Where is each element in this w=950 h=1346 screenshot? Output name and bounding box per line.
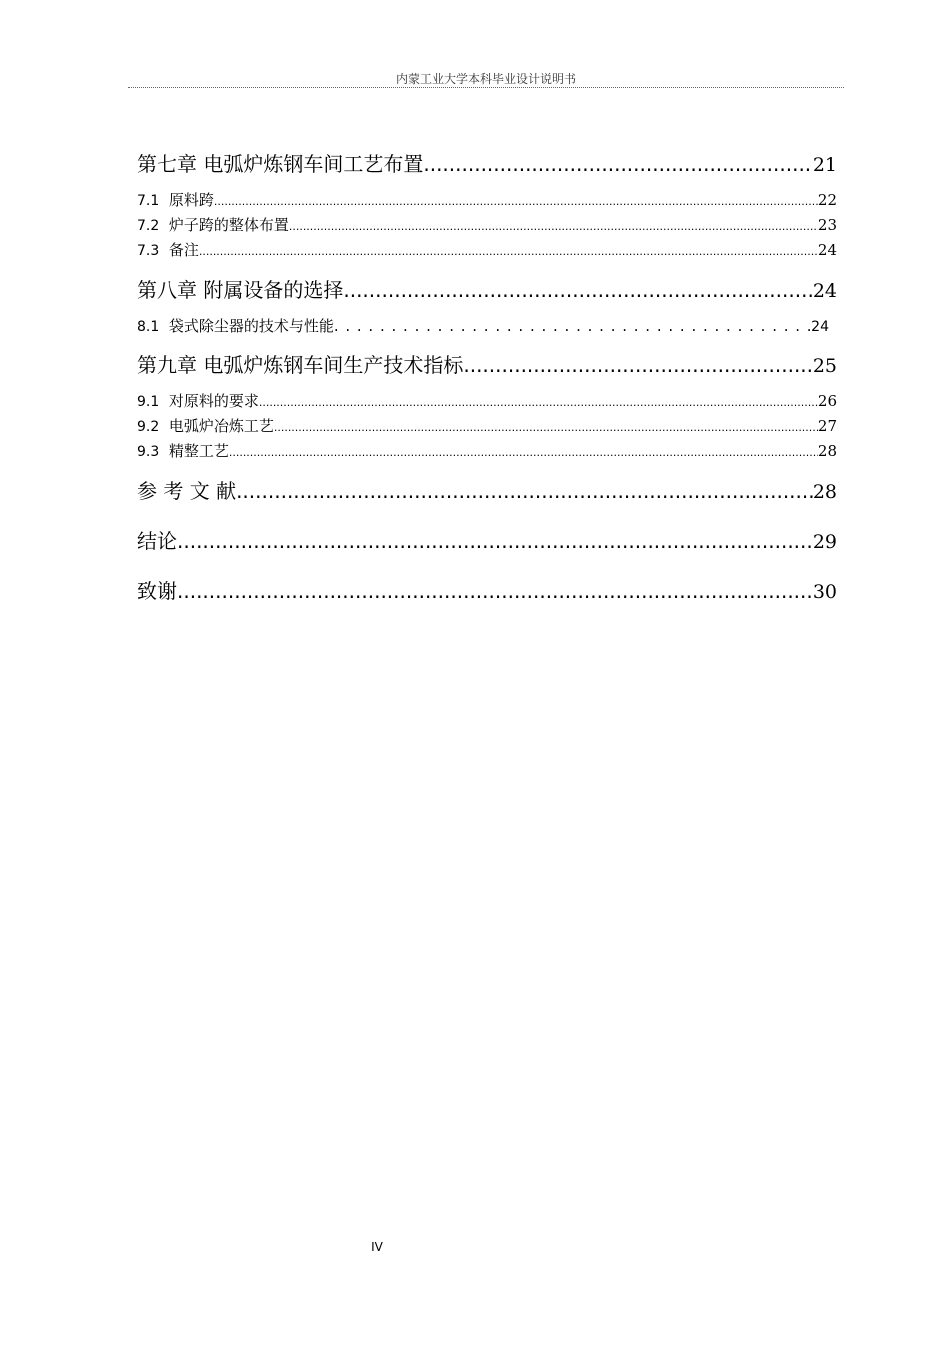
section-title: 电弧炉冶炼工艺 xyxy=(168,417,274,435)
leader-dots xyxy=(289,220,818,233)
section-title: 原料跨 xyxy=(168,191,214,209)
toc-entry-chapter-7[interactable] xyxy=(137,148,837,176)
running-header: 内蒙工业大学本科毕业设计说明书 xyxy=(395,72,576,86)
header-divider xyxy=(128,87,844,88)
toc-entry-label: 第九章 电弧炉炼钢车间生产技术指标 xyxy=(137,353,464,377)
toc-page-number: 21 xyxy=(812,154,837,176)
toc-page-number: 28 xyxy=(812,481,837,503)
leader-dots xyxy=(463,353,812,377)
section-title: 炉子跨的整体布置 xyxy=(168,216,289,234)
section-title: 精整工艺 xyxy=(168,442,229,460)
section-title: 对原料的要求 xyxy=(168,392,259,410)
toc-page-number: 30 xyxy=(812,581,837,603)
leader-dots xyxy=(423,152,812,176)
toc-entry-label: 第七章 电弧炉炼钢车间工艺布置 xyxy=(137,152,424,176)
toc-page-number: 24 xyxy=(812,280,837,302)
toc-entry-section-7-1[interactable] xyxy=(137,189,837,211)
toc-entry-section-9-2[interactable] xyxy=(137,415,837,437)
leader-dots xyxy=(236,479,813,503)
toc-page-number: 24 xyxy=(811,319,829,335)
leader-dots xyxy=(259,396,818,409)
toc-entry-section-8-1[interactable] xyxy=(137,315,829,337)
toc-entry-acknowledgements[interactable] xyxy=(137,575,837,603)
toc-entry-section-9-1[interactable] xyxy=(137,390,837,412)
section-number: 9.3 xyxy=(137,444,160,460)
toc-entry-chapter-9[interactable] xyxy=(137,349,837,377)
toc-entry-label: 第八章 附属设备的选择 xyxy=(137,278,344,302)
toc-entry-chapter-8[interactable] xyxy=(137,274,837,302)
toc-entry-section-9-3[interactable] xyxy=(137,440,837,462)
leader-dots xyxy=(214,195,818,208)
toc-entry-label: 致谢 xyxy=(137,579,177,603)
toc-page-number: 24 xyxy=(817,241,837,259)
leader-dots xyxy=(334,317,811,335)
section-number: 9.1 xyxy=(137,394,160,410)
page-number-footer: IV xyxy=(371,1240,383,1254)
toc-page-number: 23 xyxy=(817,216,837,234)
toc-entry-section-7-3[interactable] xyxy=(137,239,837,261)
leader-dots xyxy=(274,421,818,434)
section-title: 袋式除尘器的技术与性能 xyxy=(168,317,334,335)
section-number: 7.3 xyxy=(137,243,160,259)
toc-page-number: 29 xyxy=(812,531,837,553)
leader-dots xyxy=(343,278,812,302)
toc-page-number: 26 xyxy=(817,392,837,410)
toc-page-number: 25 xyxy=(812,355,837,377)
leader-dots xyxy=(177,579,813,603)
leader-dots xyxy=(229,446,818,459)
section-number: 7.2 xyxy=(137,218,160,234)
toc-entry-label: 参 考 文 献 xyxy=(137,479,237,503)
section-number: 7.1 xyxy=(137,193,160,209)
leader-dots xyxy=(177,529,813,553)
toc-entry-section-7-2[interactable] xyxy=(137,214,837,236)
section-title: 备注 xyxy=(168,241,199,259)
section-number: 8.1 xyxy=(137,319,160,335)
toc-entry-references[interactable] xyxy=(137,475,837,503)
section-number: 9.2 xyxy=(137,419,160,435)
toc-entry-label: 结论 xyxy=(137,529,177,553)
toc-page-number: 28 xyxy=(817,442,837,460)
toc-page-number: 22 xyxy=(817,191,837,209)
toc-page-number: 27 xyxy=(817,417,837,435)
leader-dots xyxy=(199,245,818,258)
toc-entry-conclusion[interactable] xyxy=(137,525,837,553)
